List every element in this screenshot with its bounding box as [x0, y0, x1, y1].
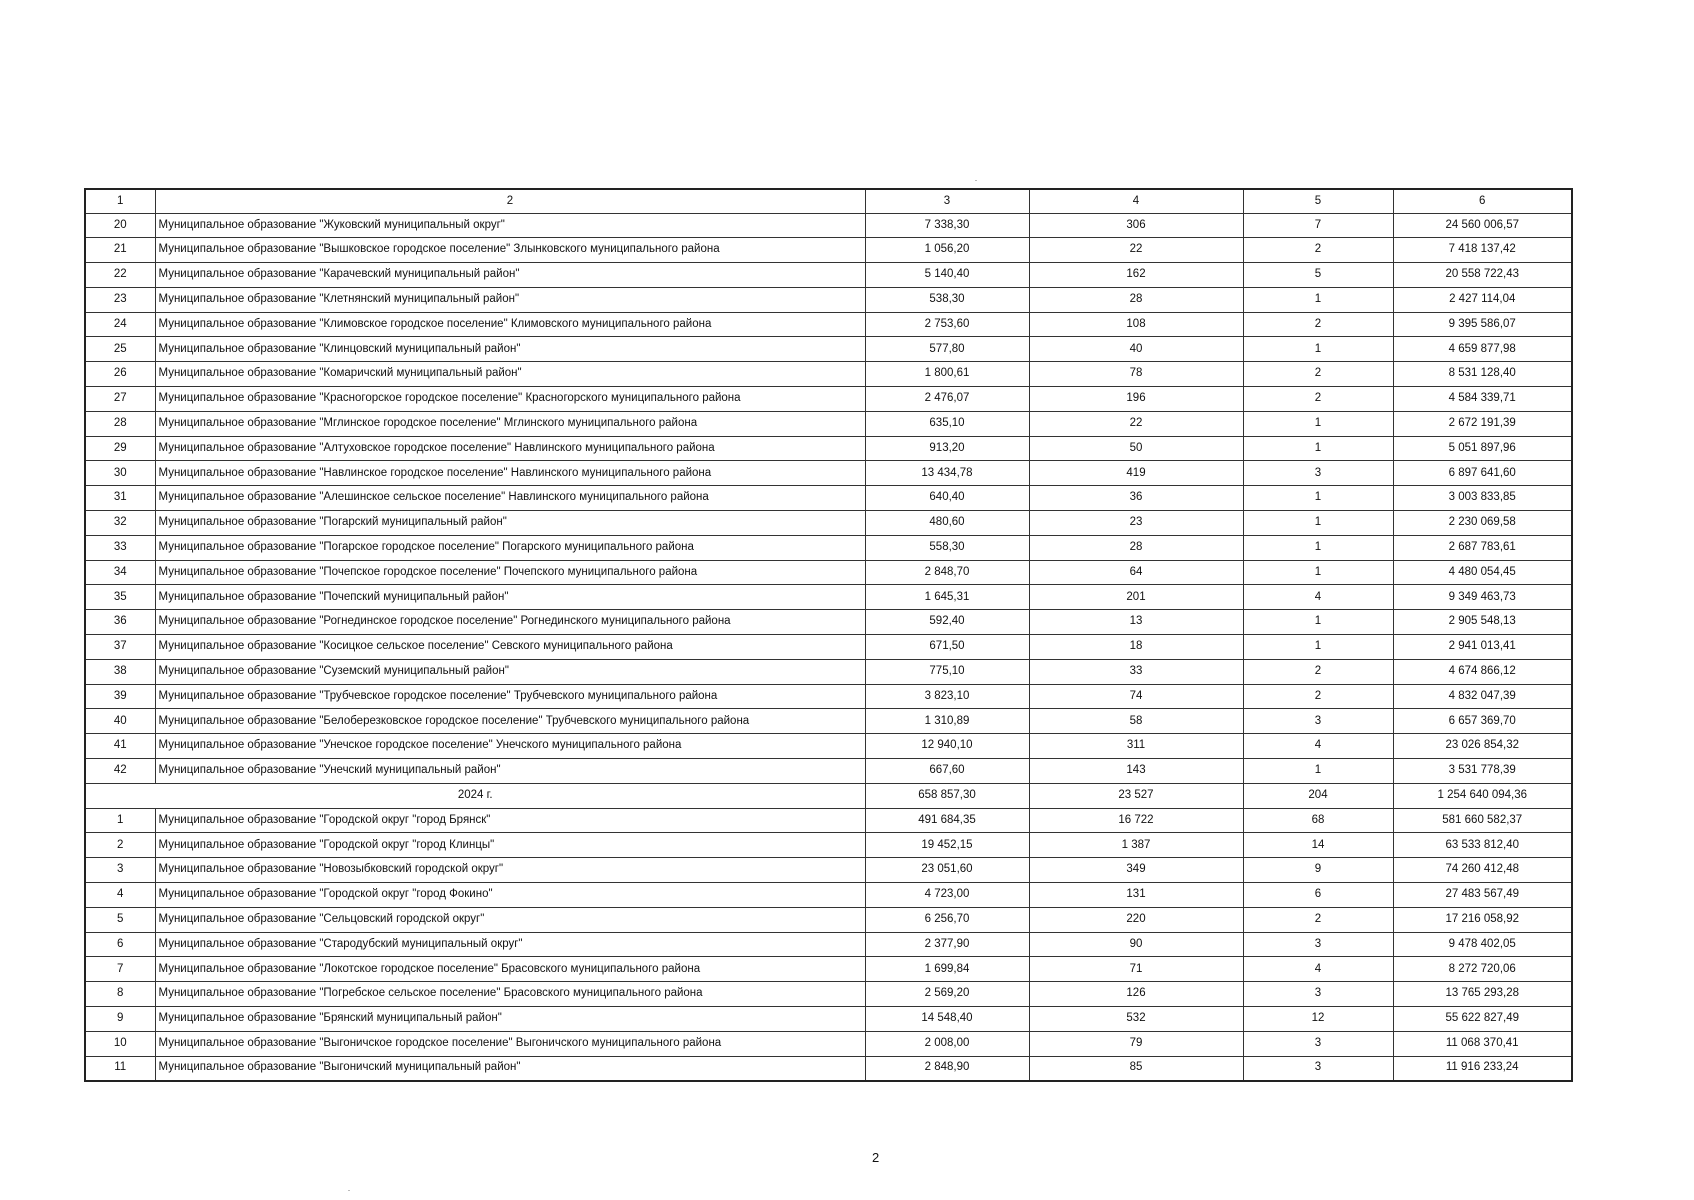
- table-row: [85, 387, 1572, 412]
- header-cell-4: 4: [1029, 189, 1243, 213]
- value-col-5: 1: [1243, 610, 1393, 635]
- value-col-6: 4 584 339,71: [1393, 387, 1572, 412]
- municipality-name: Муниципальное образование "Новозыбковский городской округ": [155, 858, 865, 883]
- value-col-3: 2 377,90: [865, 932, 1029, 957]
- row-number: 40: [85, 709, 155, 734]
- value-col-3: 2 569,20: [865, 982, 1029, 1007]
- value-col-6: 2 905 548,13: [1393, 610, 1572, 635]
- table-row: [85, 709, 1572, 734]
- municipality-name: Муниципальное образование "Клетнянский муниципальный район": [155, 287, 865, 312]
- value-col-5: 7: [1243, 213, 1393, 238]
- value-col-4: 162: [1029, 263, 1243, 288]
- value-col-3: 640,40: [865, 486, 1029, 511]
- value-col-6: 17 216 058,92: [1393, 907, 1572, 932]
- row-number: 29: [85, 436, 155, 461]
- value-col-4: 196: [1029, 387, 1243, 412]
- value-col-4: 79: [1029, 1031, 1243, 1056]
- value-col-4: 64: [1029, 560, 1243, 585]
- row-number: 37: [85, 635, 155, 660]
- row-number: 1: [85, 808, 155, 833]
- table-row: [85, 461, 1572, 486]
- value-col-3: 558,30: [865, 535, 1029, 560]
- value-col-4: 18: [1029, 635, 1243, 660]
- table-row: [85, 486, 1572, 511]
- value-col-3: 913,20: [865, 436, 1029, 461]
- header-cell-6: 6: [1393, 189, 1572, 213]
- value-col-4: 23: [1029, 511, 1243, 536]
- row-number: 36: [85, 610, 155, 635]
- scan-speck: [975, 180, 977, 181]
- value-col-6: 63 533 812,40: [1393, 833, 1572, 858]
- value-col-3: 19 452,15: [865, 833, 1029, 858]
- value-col-4: 306: [1029, 213, 1243, 238]
- value-col-3: 12 940,10: [865, 734, 1029, 759]
- row-number: 5: [85, 907, 155, 932]
- value-col-4: 201: [1029, 585, 1243, 610]
- value-col-6: 8 272 720,06: [1393, 957, 1572, 982]
- value-col-5: 1: [1243, 535, 1393, 560]
- value-col-4: 71: [1029, 957, 1243, 982]
- value-col-3: 1 310,89: [865, 709, 1029, 734]
- value-col-5: 2: [1243, 362, 1393, 387]
- value-col-4: 108: [1029, 312, 1243, 337]
- value-col-3: 635,10: [865, 411, 1029, 436]
- municipality-name: Муниципальное образование "Сельцовский городской округ": [155, 907, 865, 932]
- municipality-name: Муниципальное образование "Вышковское городское поселение" Злынковского муниципального района: [155, 238, 865, 263]
- value-col-3: 14 548,40: [865, 1007, 1029, 1032]
- value-col-6: 2 427 114,04: [1393, 287, 1572, 312]
- header-cell-3: 3: [865, 189, 1029, 213]
- value-col-5: 4: [1243, 734, 1393, 759]
- value-col-5: 1: [1243, 759, 1393, 784]
- municipality-name: Муниципальное образование "Городской округ "город Брянск": [155, 808, 865, 833]
- value-col-5: 3: [1243, 1056, 1393, 1081]
- value-col-5: 1: [1243, 287, 1393, 312]
- header-cell-1: 1: [85, 189, 155, 213]
- municipality-name: Муниципальное образование "Белоберезковское городское поселение" Трубчевского муниципального района: [155, 709, 865, 734]
- value-col-5: 2: [1243, 312, 1393, 337]
- scan-speck: [348, 1190, 350, 1191]
- value-col-5: 3: [1243, 982, 1393, 1007]
- value-col-5: 3: [1243, 932, 1393, 957]
- value-col-6: 9 349 463,73: [1393, 585, 1572, 610]
- municipality-name: Муниципальное образование "Мглинское городское поселение" Мглинского муниципального района: [155, 411, 865, 436]
- value-col-6: 55 622 827,49: [1393, 1007, 1572, 1032]
- row-number: 24: [85, 312, 155, 337]
- row-number: 30: [85, 461, 155, 486]
- table-row: [85, 659, 1572, 684]
- value-col-6: 8 531 128,40: [1393, 362, 1572, 387]
- table-row: [85, 362, 1572, 387]
- year-total-c6: 1 254 640 094,36: [1393, 783, 1572, 808]
- municipality-name: Муниципальное образование "Алешинское сельское поселение" Навлинского муниципального района: [155, 486, 865, 511]
- value-col-4: 1 387: [1029, 833, 1243, 858]
- value-col-5: 4: [1243, 585, 1393, 610]
- value-col-4: 220: [1029, 907, 1243, 932]
- table-row: [85, 982, 1572, 1007]
- value-col-5: 2: [1243, 387, 1393, 412]
- row-number: 28: [85, 411, 155, 436]
- value-col-5: 1: [1243, 486, 1393, 511]
- municipality-name: Муниципальное образование "Почепский муниципальный район": [155, 585, 865, 610]
- table-row: [85, 610, 1572, 635]
- municipality-name: Муниципальное образование "Алтуховское городское поселение" Навлинского муниципального района: [155, 436, 865, 461]
- table-row: [85, 535, 1572, 560]
- header-cell-5: 5: [1243, 189, 1393, 213]
- value-col-5: 2: [1243, 684, 1393, 709]
- value-col-6: 9 395 586,07: [1393, 312, 1572, 337]
- value-col-3: 1 699,84: [865, 957, 1029, 982]
- row-number: 20: [85, 213, 155, 238]
- value-col-4: 532: [1029, 1007, 1243, 1032]
- municipality-name: Муниципальное образование "Почепское городское поселение" Почепского муниципального района: [155, 560, 865, 585]
- municipality-name: Муниципальное образование "Трубчевское городское поселение" Трубчевского муниципального района: [155, 684, 865, 709]
- value-col-6: 6 657 369,70: [1393, 709, 1572, 734]
- value-col-5: 5: [1243, 263, 1393, 288]
- table-body: [85, 189, 1572, 1081]
- value-col-6: 11 068 370,41: [1393, 1031, 1572, 1056]
- value-col-3: 2 008,00: [865, 1031, 1029, 1056]
- header-row: [85, 189, 1572, 213]
- row-number: 23: [85, 287, 155, 312]
- municipality-name: Муниципальное образование "Комаричский муниципальный район": [155, 362, 865, 387]
- row-number: 6: [85, 932, 155, 957]
- table-row: [85, 808, 1572, 833]
- value-col-5: 1: [1243, 411, 1393, 436]
- value-col-3: 1 645,31: [865, 585, 1029, 610]
- value-col-4: 131: [1029, 883, 1243, 908]
- row-number: 8: [85, 982, 155, 1007]
- row-number: 42: [85, 759, 155, 784]
- value-col-5: 12: [1243, 1007, 1393, 1032]
- municipality-name: Муниципальное образование "Брянский муниципальный район": [155, 1007, 865, 1032]
- table-row: [85, 1031, 1572, 1056]
- value-col-3: 2 848,90: [865, 1056, 1029, 1081]
- row-number: 26: [85, 362, 155, 387]
- municipality-name: Муниципальное образование "Косицкое сельское поселение" Севского муниципального района: [155, 635, 865, 660]
- table-row: [85, 932, 1572, 957]
- value-col-5: 2: [1243, 659, 1393, 684]
- value-col-3: 3 823,10: [865, 684, 1029, 709]
- value-col-6: 27 483 567,49: [1393, 883, 1572, 908]
- value-col-3: 7 338,30: [865, 213, 1029, 238]
- value-col-3: 671,50: [865, 635, 1029, 660]
- value-col-5: 9: [1243, 858, 1393, 883]
- row-number: 21: [85, 238, 155, 263]
- year-total-c5: 204: [1243, 783, 1393, 808]
- value-col-3: 2 476,07: [865, 387, 1029, 412]
- value-col-4: 50: [1029, 436, 1243, 461]
- value-col-5: 14: [1243, 833, 1393, 858]
- municipality-name: Муниципальное образование "Выгоничское городское поселение" Выгоничского муниципального района: [155, 1031, 865, 1056]
- value-col-6: 5 051 897,96: [1393, 436, 1572, 461]
- value-col-3: 5 140,40: [865, 263, 1029, 288]
- value-col-4: 22: [1029, 238, 1243, 263]
- row-number: 31: [85, 486, 155, 511]
- value-col-3: 2 753,60: [865, 312, 1029, 337]
- municipality-name: Муниципальное образование "Суземский муниципальный район": [155, 659, 865, 684]
- value-col-5: 4: [1243, 957, 1393, 982]
- value-col-5: 1: [1243, 337, 1393, 362]
- table-row: [85, 411, 1572, 436]
- value-col-6: 3 003 833,85: [1393, 486, 1572, 511]
- value-col-6: 2 687 783,61: [1393, 535, 1572, 560]
- value-col-4: 36: [1029, 486, 1243, 511]
- value-col-6: 20 558 722,43: [1393, 263, 1572, 288]
- value-col-6: 4 659 877,98: [1393, 337, 1572, 362]
- value-col-5: 1: [1243, 560, 1393, 585]
- value-col-5: 68: [1243, 808, 1393, 833]
- value-col-5: 2: [1243, 907, 1393, 932]
- municipality-name: Муниципальное образование "Локотское городское поселение" Брасовского муниципального района: [155, 957, 865, 982]
- value-col-4: 143: [1029, 759, 1243, 784]
- value-col-5: 1: [1243, 635, 1393, 660]
- row-number: 3: [85, 858, 155, 883]
- value-col-4: 28: [1029, 535, 1243, 560]
- value-col-3: 23 051,60: [865, 858, 1029, 883]
- table-row: [85, 238, 1572, 263]
- value-col-3: 667,60: [865, 759, 1029, 784]
- value-col-5: 3: [1243, 1031, 1393, 1056]
- row-number: 11: [85, 1056, 155, 1081]
- row-number: 35: [85, 585, 155, 610]
- table-row: [85, 337, 1572, 362]
- table-row: [85, 585, 1572, 610]
- table-row: [85, 436, 1572, 461]
- value-col-6: 4 674 866,12: [1393, 659, 1572, 684]
- value-col-6: 2 672 191,39: [1393, 411, 1572, 436]
- data-table: [84, 188, 1573, 1082]
- table-row: [85, 907, 1572, 932]
- header-cell-2: 2: [155, 189, 865, 213]
- municipality-name: Муниципальное образование "Стародубский муниципальный округ": [155, 932, 865, 957]
- municipality-name: Муниципальное образование "Красногорское городское поселение" Красногорского муниципального района: [155, 387, 865, 412]
- row-number: 32: [85, 511, 155, 536]
- value-col-4: 13: [1029, 610, 1243, 635]
- value-col-5: 2: [1243, 238, 1393, 263]
- table-row: [85, 759, 1572, 784]
- municipality-name: Муниципальное образование "Рогнединское городское поселение" Рогнединского муниципального района: [155, 610, 865, 635]
- value-col-6: 7 418 137,42: [1393, 238, 1572, 263]
- value-col-6: 24 560 006,57: [1393, 213, 1572, 238]
- table-row: [85, 684, 1572, 709]
- row-number: 4: [85, 883, 155, 908]
- municipality-name: Муниципальное образование "Карачевский муниципальный район": [155, 263, 865, 288]
- municipality-name: Муниципальное образование "Погребское сельское поселение" Брасовского муниципального района: [155, 982, 865, 1007]
- municipality-name: Муниципальное образование "Унечское городское поселение" Унечского муниципального района: [155, 734, 865, 759]
- year-total-c3: 658 857,30: [865, 783, 1029, 808]
- row-number: 2: [85, 833, 155, 858]
- table-row: [85, 312, 1572, 337]
- table-row: [85, 213, 1572, 238]
- value-col-6: 4 832 047,39: [1393, 684, 1572, 709]
- value-col-5: 3: [1243, 709, 1393, 734]
- table-row: [85, 560, 1572, 585]
- value-col-6: 2 941 013,41: [1393, 635, 1572, 660]
- table-row: [85, 734, 1572, 759]
- value-col-6: 6 897 641,60: [1393, 461, 1572, 486]
- municipality-name: Муниципальное образование "Выгоничский муниципальный район": [155, 1056, 865, 1081]
- value-col-4: 78: [1029, 362, 1243, 387]
- table-row: [85, 1056, 1572, 1081]
- row-number: 39: [85, 684, 155, 709]
- municipality-name: Муниципальное образование "Погарское городское поселение" Погарского муниципального района: [155, 535, 865, 560]
- value-col-5: 1: [1243, 436, 1393, 461]
- value-col-6: 74 260 412,48: [1393, 858, 1572, 883]
- value-col-3: 4 723,00: [865, 883, 1029, 908]
- row-number: 27: [85, 387, 155, 412]
- year-label: 2024 г.: [85, 783, 865, 808]
- value-col-3: 538,30: [865, 287, 1029, 312]
- value-col-4: 28: [1029, 287, 1243, 312]
- value-col-4: 349: [1029, 858, 1243, 883]
- value-col-3: 1 056,20: [865, 238, 1029, 263]
- row-number: 22: [85, 263, 155, 288]
- municipality-name: Муниципальное образование "Городской округ "город Клинцы": [155, 833, 865, 858]
- value-col-6: 9 478 402,05: [1393, 932, 1572, 957]
- value-col-6: 4 480 054,45: [1393, 560, 1572, 585]
- value-col-4: 22: [1029, 411, 1243, 436]
- value-col-3: 1 800,61: [865, 362, 1029, 387]
- table-row: [85, 1007, 1572, 1032]
- value-col-5: 3: [1243, 461, 1393, 486]
- row-number: 34: [85, 560, 155, 585]
- value-col-6: 2 230 069,58: [1393, 511, 1572, 536]
- value-col-4: 33: [1029, 659, 1243, 684]
- municipality-name: Муниципальное образование "Унечский муниципальный район": [155, 759, 865, 784]
- row-number: 41: [85, 734, 155, 759]
- value-col-3: 491 684,35: [865, 808, 1029, 833]
- value-col-3: 13 434,78: [865, 461, 1029, 486]
- row-number: 9: [85, 1007, 155, 1032]
- table-row: [85, 635, 1572, 660]
- value-col-3: 577,80: [865, 337, 1029, 362]
- row-number: 33: [85, 535, 155, 560]
- year-total-c4: 23 527: [1029, 783, 1243, 808]
- value-col-6: 3 531 778,39: [1393, 759, 1572, 784]
- value-col-5: 6: [1243, 883, 1393, 908]
- value-col-3: 592,40: [865, 610, 1029, 635]
- municipality-name: Муниципальное образование "Городской округ "город Фокино": [155, 883, 865, 908]
- municipality-name: Муниципальное образование "Клинцовский муниципальный район": [155, 337, 865, 362]
- municipality-name: Муниципальное образование "Климовское городское поселение" Климовского муниципального района: [155, 312, 865, 337]
- page-number: 2: [872, 1150, 880, 1165]
- value-col-4: 16 722: [1029, 808, 1243, 833]
- value-col-3: 775,10: [865, 659, 1029, 684]
- value-col-4: 90: [1029, 932, 1243, 957]
- table-row: [85, 287, 1572, 312]
- table-row: [85, 883, 1572, 908]
- municipality-name: Муниципальное образование "Погарский муниципальный район": [155, 511, 865, 536]
- table-row: [85, 511, 1572, 536]
- value-col-3: 6 256,70: [865, 907, 1029, 932]
- value-col-4: 419: [1029, 461, 1243, 486]
- value-col-4: 74: [1029, 684, 1243, 709]
- value-col-4: 40: [1029, 337, 1243, 362]
- value-col-4: 126: [1029, 982, 1243, 1007]
- value-col-4: 85: [1029, 1056, 1243, 1081]
- row-number: 38: [85, 659, 155, 684]
- value-col-6: 23 026 854,32: [1393, 734, 1572, 759]
- municipality-name: Муниципальное образование "Жуковский муниципальный округ": [155, 213, 865, 238]
- row-number: 10: [85, 1031, 155, 1056]
- value-col-3: 2 848,70: [865, 560, 1029, 585]
- value-col-3: 480,60: [865, 511, 1029, 536]
- municipality-name: Муниципальное образование "Навлинское городское поселение" Навлинского муниципального района: [155, 461, 865, 486]
- value-col-4: 58: [1029, 709, 1243, 734]
- table-row: [85, 957, 1572, 982]
- value-col-6: 581 660 582,37: [1393, 808, 1572, 833]
- value-col-6: 11 916 233,24: [1393, 1056, 1572, 1081]
- value-col-4: 311: [1029, 734, 1243, 759]
- table-row: [85, 263, 1572, 288]
- table-row: [85, 858, 1572, 883]
- table-row: [85, 833, 1572, 858]
- value-col-6: 13 765 293,28: [1393, 982, 1572, 1007]
- year-total-row: [85, 783, 1572, 808]
- row-number: 7: [85, 957, 155, 982]
- row-number: 25: [85, 337, 155, 362]
- value-col-5: 1: [1243, 511, 1393, 536]
